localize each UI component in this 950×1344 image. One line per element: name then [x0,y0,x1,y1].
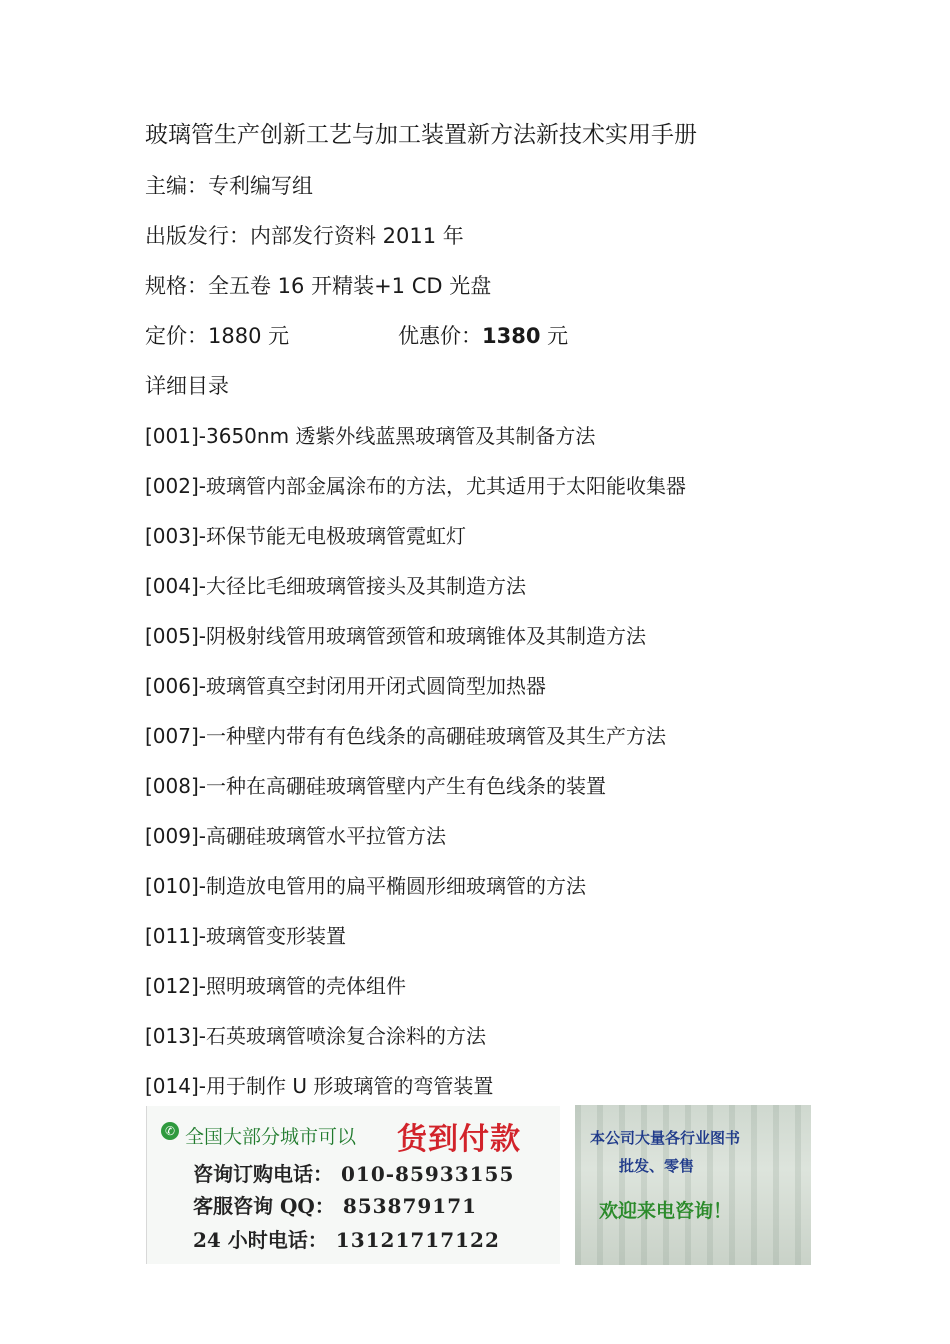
publisher-line: 出版发行：内部发行资料 2011 年 [145,224,464,248]
toc-item: [002]-玻璃管内部金属涂布的方法，尤其适用于太阳能收集器 [145,474,686,498]
qq-row [193,1190,477,1219]
qq-label: 客服咨询 QQ： [193,1194,335,1218]
order-phone-row [193,1158,514,1187]
discount-label: 优惠价： [398,324,482,348]
document-title: 玻璃管生产创新工艺与加工装置新方法新技术实用手册 [145,122,697,148]
phone-icon: ✆ [161,1122,179,1140]
toc-item: [008]-一种在高硼硅玻璃管壁内产生有色线条的装置 [145,774,606,798]
toc-item: [003]-环保节能无电极玻璃管霓虹灯 [145,524,466,548]
toc-item: [010]-制造放电管用的扁平椭圆形细玻璃管的方法 [145,874,586,898]
discount-value: 1380 [482,324,541,348]
editor-line: 主编：专利编写组 [145,174,313,198]
toc-item: [001]-3650nm 透紫外线蓝黑玻璃管及其制备方法 [145,424,596,448]
wholesale-ad-banner [575,1105,811,1265]
cod-headline: 货到付款 [397,1122,521,1157]
toc-item: [006]-玻璃管真空封闭用开闭式圆筒型加热器 [145,674,546,698]
toc-item: [004]-大径比毛细玻璃管接头及其制造方法 [145,574,526,598]
toc-item: [011]-玻璃管变形装置 [145,924,346,948]
discount-price [398,322,568,350]
cod-prefix: 全国大部分城市可以 [185,1126,357,1148]
qq-number: 853879171 [342,1194,478,1218]
toc-item: [007]-一种壁内带有有色线条的高硼硅玻璃管及其生产方法 [145,724,666,748]
list-price: 定价：1880 元 [145,324,290,348]
toc-item: [009]-高硼硅玻璃管水平拉管方法 [145,824,446,848]
toc-item: [005]-阴极射线管用玻璃管颈管和玻璃锥体及其制造方法 [145,624,646,648]
wholesale-line-2: 批发、零售 [619,1157,695,1175]
discount-unit: 元 [540,324,569,348]
toc-item: [014]-用于制作 U 形玻璃管的弯管装置 [145,1074,494,1098]
hotline-label: 24 小时电话： [193,1228,328,1252]
contact-ad-banner [146,1106,560,1264]
table-of-contents [145,422,686,1122]
toc-item: [012]-照明玻璃管的壳体组件 [145,974,406,998]
order-phone-label: 咨询订购电话： [193,1162,333,1186]
wholesale-line-1: 本公司大量各行业图书 [590,1129,741,1147]
spec-line: 规格：全五卷 16 开精装+1 CD 光盘 [145,274,492,298]
toc-heading: 详细目录 [145,374,229,398]
wholesale-line-3: 欢迎来电咨询！ [599,1200,733,1222]
hotline-row [193,1224,500,1253]
hotline-number: 13121717122 [335,1228,500,1252]
price-row [145,322,569,350]
order-phone-number: 010-85933155 [341,1162,515,1186]
toc-item: [013]-石英玻璃管喷涂复合涂料的方法 [145,1024,486,1048]
